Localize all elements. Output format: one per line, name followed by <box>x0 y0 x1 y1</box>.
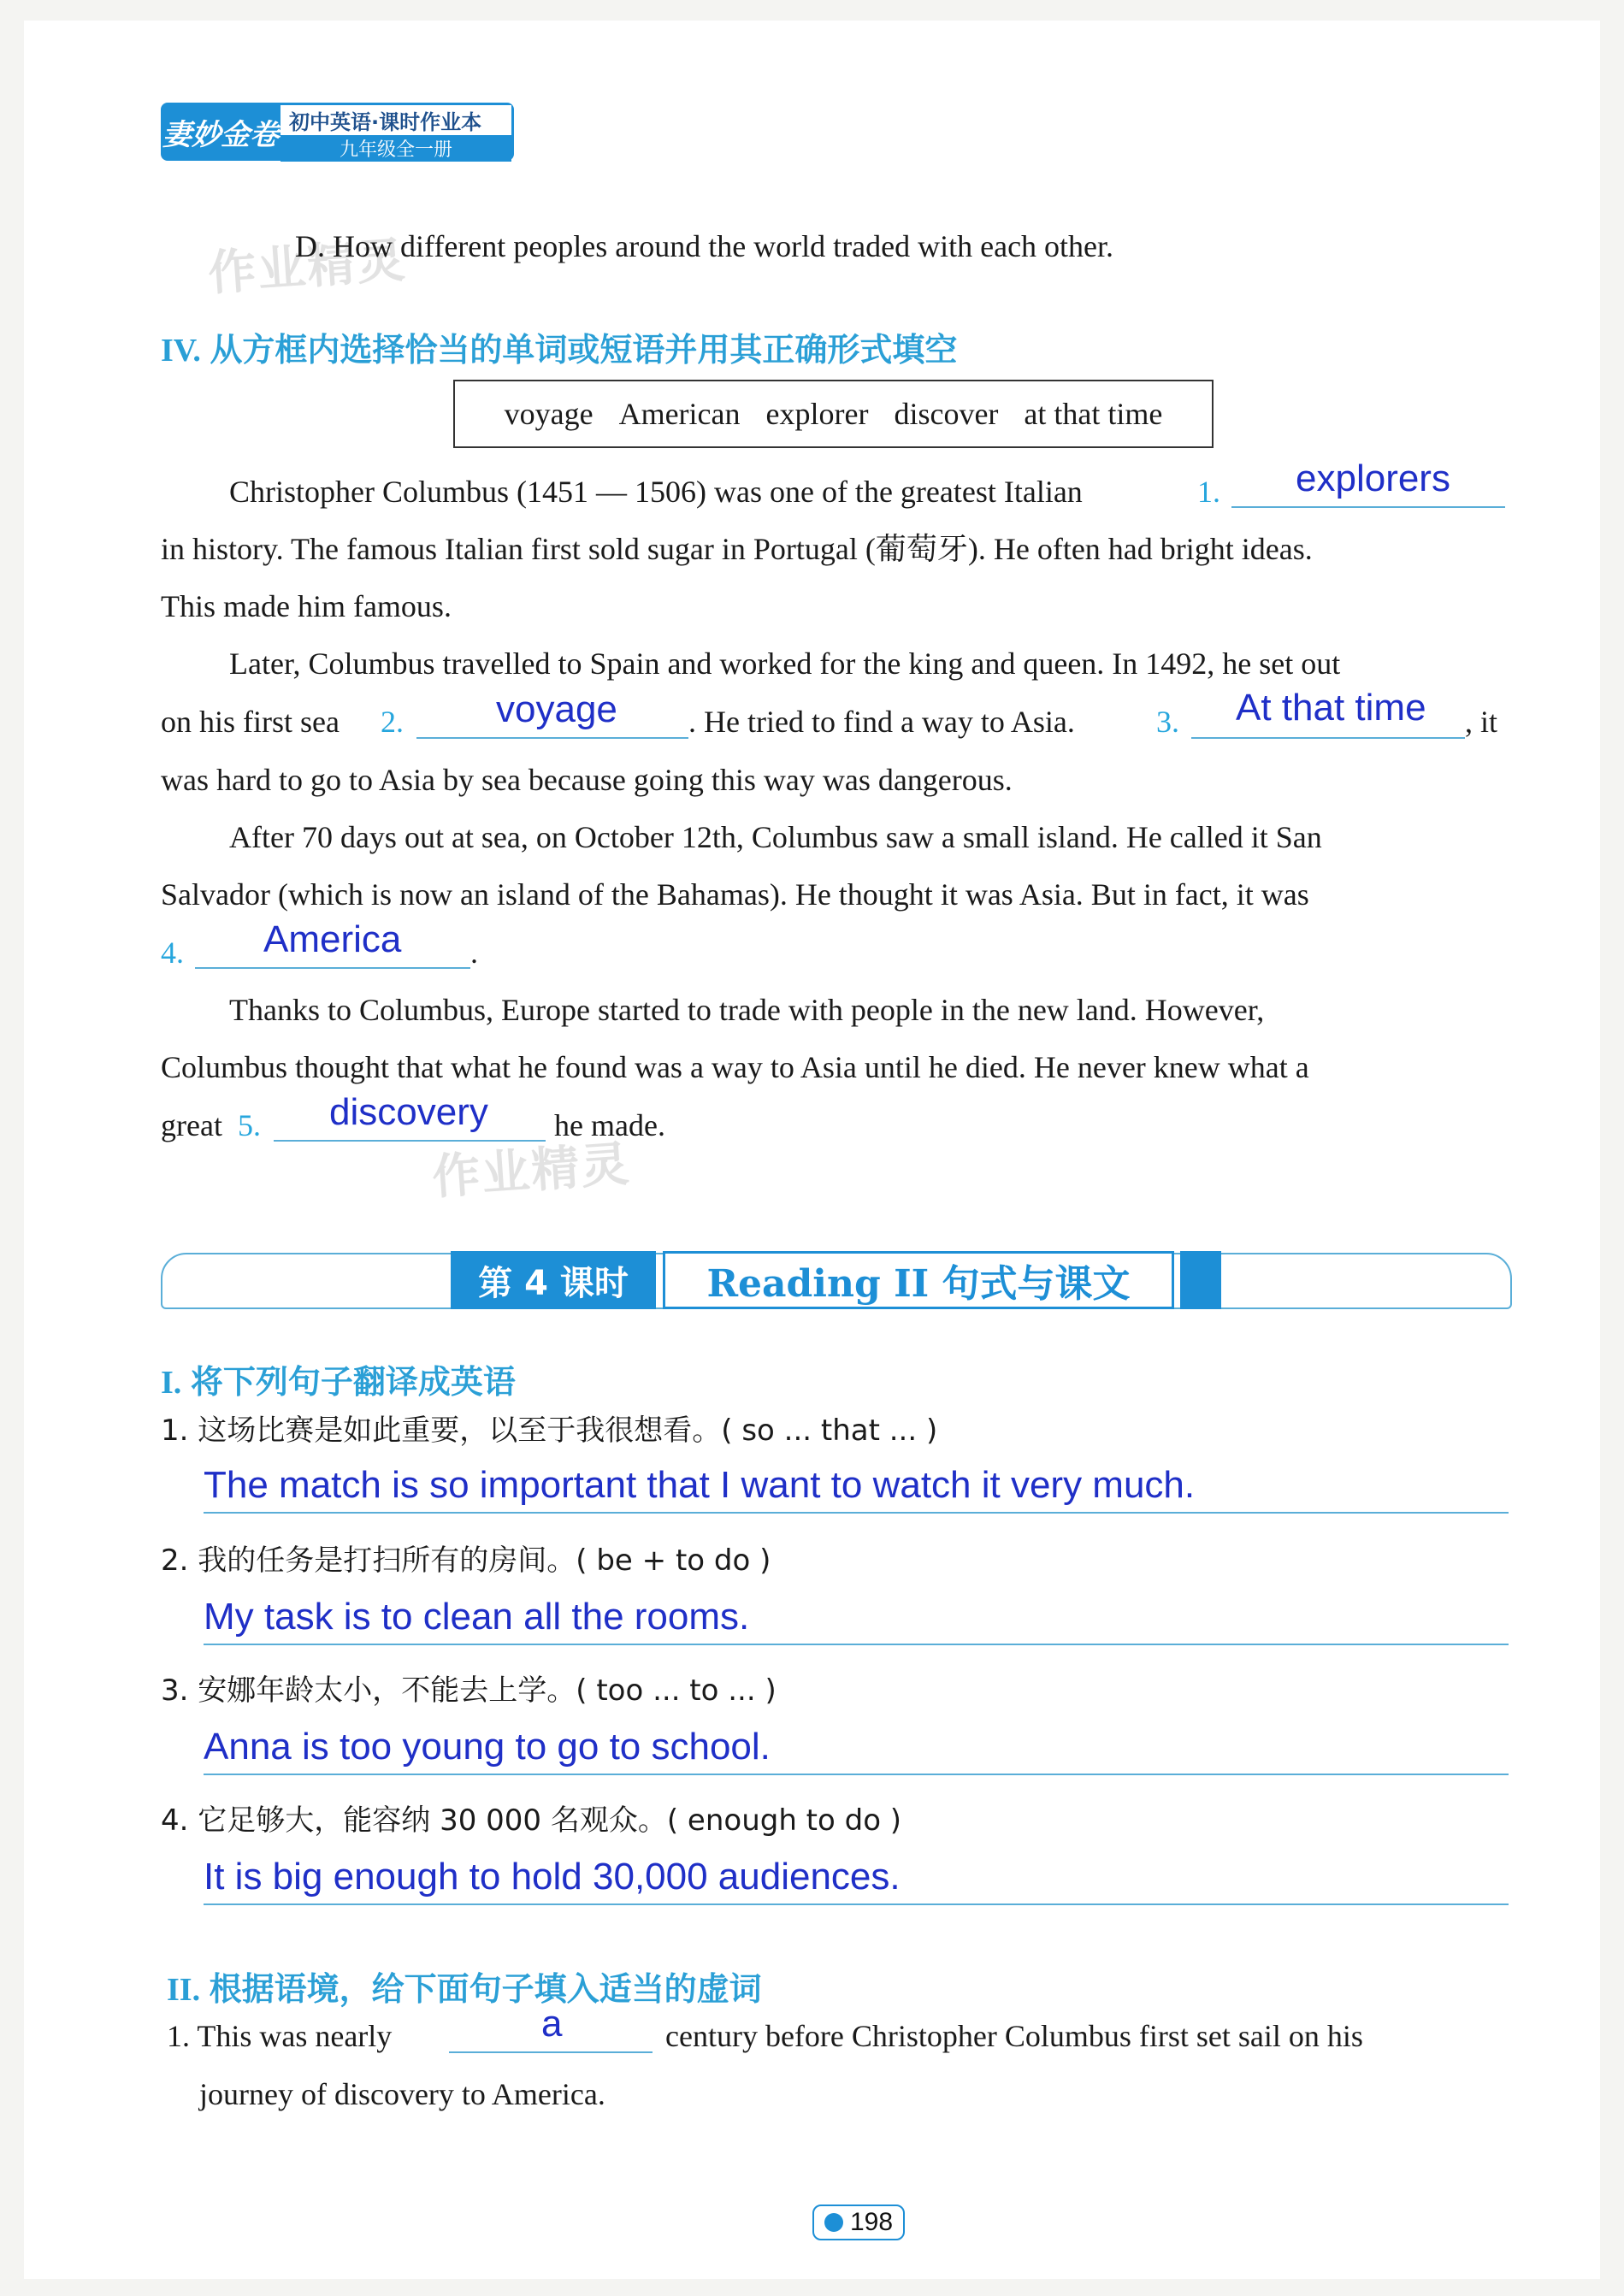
translate-item-1-number: 1. <box>161 1414 189 1448</box>
blank-2-line <box>416 737 688 739</box>
translate-item-4 <box>161 1803 902 1838</box>
translate-answer-2: My task is to clean all the rooms. <box>204 1596 750 1638</box>
translate-item-3-number: 3. <box>161 1673 189 1708</box>
section-i-roman: I. <box>161 1365 182 1401</box>
section-ii-q1-c: journey of discovery to America. <box>199 2077 605 2111</box>
p3-line-b: Salvador (which is now an island of the Bahamas). He thought it was Asia. But in fact, it was <box>161 877 1309 912</box>
blank-3-line <box>1191 737 1465 739</box>
section-ii-q1-b: century before Christopher Columbus first set sail on his <box>665 2019 1363 2053</box>
word-american: American <box>618 397 741 431</box>
blank-1-line <box>1231 506 1505 508</box>
p2-line-b2: . He tried to find a way to Asia. <box>688 705 1075 739</box>
answer-5: discovery <box>329 1091 488 1133</box>
watermark-top: 作业精灵 <box>206 232 409 303</box>
section-ii-q1-answer: a <box>541 2003 563 2045</box>
p4-line-c1: great <box>161 1108 222 1142</box>
p3-end: . <box>470 936 478 970</box>
translate-item-2-prompt: 我的任务是打扫所有的房间。( be + to do ) <box>198 1543 771 1578</box>
section-iv-title: 从方框内选择恰当的单词或短语并用其正确形式填空 <box>210 333 958 369</box>
word-voyage: voyage <box>504 397 593 431</box>
p2-line-b1: on his first sea <box>161 705 340 739</box>
section-i-heading <box>161 1355 516 1402</box>
page-number-text: 198 <box>849 2208 894 2236</box>
translate-item-1 <box>161 1414 938 1448</box>
translate-answer-4-line <box>204 1903 1509 1905</box>
p3-line-a: After 70 days out at sea, on October 12th, Columbus saw a small island. He called it San <box>229 820 1322 854</box>
translate-item-3 <box>161 1673 777 1708</box>
blank-5-number: 5. <box>238 1108 261 1142</box>
lesson-label: 第 4 课时 <box>451 1251 656 1309</box>
section-iv-roman: IV. <box>161 333 201 369</box>
blank-1-number: 1. <box>1197 475 1220 509</box>
blank-2-number: 2. <box>381 705 404 739</box>
lesson-title: Reading II 句式与课文 <box>663 1251 1174 1309</box>
translate-answer-1-line <box>204 1512 1509 1514</box>
logo-mark: 妻妙金卷 <box>161 103 281 161</box>
translate-answer-3: Anna is too young to go to school. <box>204 1726 771 1768</box>
blank-4-line <box>195 967 470 969</box>
answer-2: voyage <box>496 688 617 730</box>
p4-line-c2: he made. <box>554 1108 665 1142</box>
translate-item-2-number: 2. <box>161 1543 189 1578</box>
p2-line-a: Later, Columbus travelled to Spain and worked for the king and queen. In 1492, he set out <box>229 646 1341 681</box>
page-dot-icon <box>824 2213 843 2232</box>
section-ii-title: 根据语境，给下面句子填入适当的虚词 <box>209 1972 762 2008</box>
translate-item-1-prompt: 这场比赛是如此重要，以至于我很想看。( so ... that ... ) <box>198 1414 938 1448</box>
p1-line-c: This made him famous. <box>161 589 452 623</box>
translate-item-4-number: 4. <box>161 1803 189 1838</box>
p4-line-a: Thanks to Columbus, Europe started to trade with people in the new land. However, <box>229 993 1265 1027</box>
translate-answer-2-line <box>204 1644 1509 1645</box>
blank-3-number: 3. <box>1156 705 1179 739</box>
option-d: D. How different peoples around the world traded with each other. <box>295 229 1114 263</box>
word-at-that-time: at that time <box>1024 397 1163 431</box>
section-ii-heading <box>167 1963 762 2010</box>
section-ii-q1-blank-line <box>449 2051 653 2053</box>
translate-item-4-prompt: 它足够大，能容纳 30 000 名观众。( enough to do ) <box>198 1803 902 1838</box>
answer-4: America <box>263 918 402 960</box>
translate-answer-1: The match is so important that I want to watch it very much. <box>204 1464 1196 1506</box>
watermark-mid: 作业精灵 <box>430 1136 633 1207</box>
blank-5-line <box>274 1140 546 1142</box>
translate-answer-3-line <box>204 1774 1509 1775</box>
series-title: 初中英语·课时作业本 <box>281 105 511 135</box>
section-iv-heading <box>161 323 957 370</box>
word-discover: discover <box>894 397 999 431</box>
p1-line-b: in history. The famous Italian first sold sugar in Portugal (葡萄牙). He often had bright ideas. <box>161 532 1313 566</box>
blank-4-number: 4. <box>161 936 184 970</box>
p2-line-c: was hard to go to Asia by sea because going this way was dangerous. <box>161 763 1013 797</box>
section-i-title: 将下列句子翻译成英语 <box>190 1365 516 1401</box>
lesson-banner-accent <box>1180 1251 1221 1309</box>
section-ii-roman: II. <box>167 1972 201 2008</box>
translate-item-3-prompt: 安娜年龄太小，不能去上学。( too ... to ... ) <box>198 1673 777 1708</box>
answer-1: explorers <box>1296 457 1450 499</box>
publisher-logo <box>161 103 514 161</box>
answer-3: At that time <box>1236 687 1426 729</box>
translate-answer-4: It is big enough to hold 30,000 audiences. <box>204 1856 901 1898</box>
p4-line-b: Columbus thought that what he found was a way to Asia until he died. He never knew what a <box>161 1050 1309 1084</box>
word-explorer: explorer <box>765 397 869 431</box>
page-number <box>812 2205 905 2240</box>
grade-label: 九年级全一册 <box>281 135 511 162</box>
translate-item-2 <box>161 1543 771 1578</box>
p2-line-b3: , it <box>1465 705 1498 739</box>
section-ii-q1-a: 1. This was nearly <box>167 2019 393 2053</box>
p1-line-a: Christopher Columbus (1451 — 1506) was one of the greatest Italian <box>229 475 1083 509</box>
word-box <box>453 380 1214 448</box>
